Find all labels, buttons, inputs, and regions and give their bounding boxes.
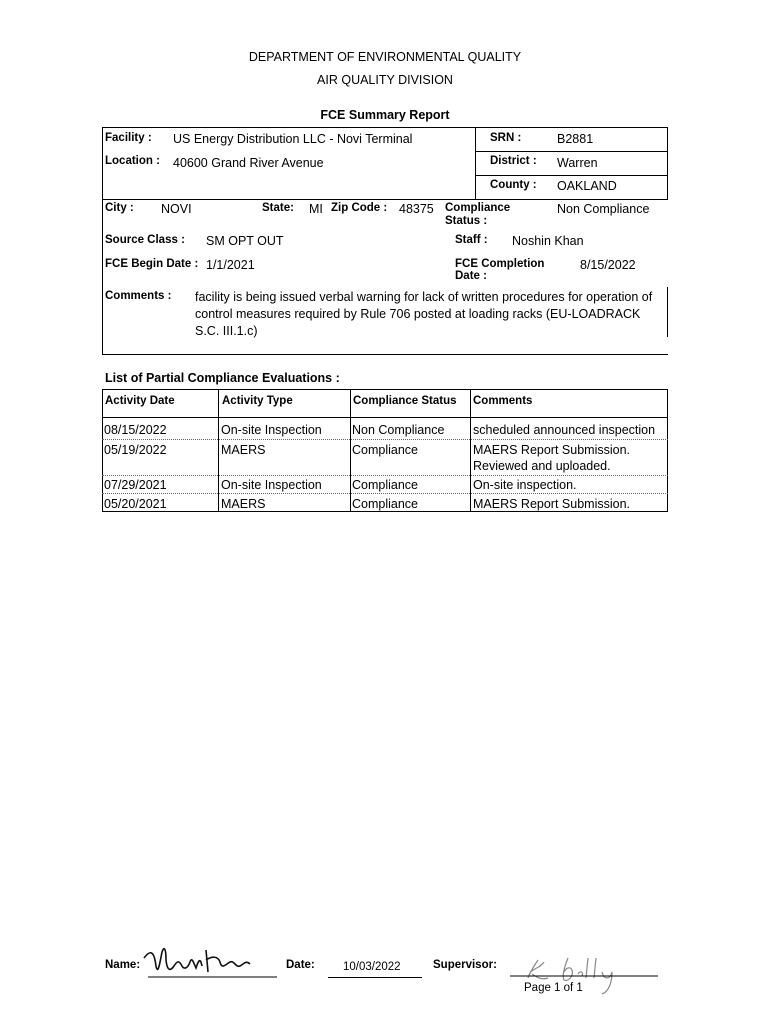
fce-completion-label-line2: Date :	[455, 270, 487, 282]
city-label: City :	[105, 202, 134, 214]
supervisor-label: Supervisor:	[433, 959, 497, 971]
activity-date-cell: 08/15/2022	[104, 423, 167, 437]
fce-completion-value: 8/15/2022	[580, 258, 636, 272]
location-value: 40600 Grand River Avenue	[173, 156, 324, 170]
state-label: State:	[262, 202, 294, 214]
srn-value: B2881	[557, 132, 594, 146]
column-header-activity-date: Activity Date	[105, 395, 175, 407]
comments-cell: MAERS Report Submission.	[473, 497, 631, 511]
column-header-comments: Comments	[473, 395, 533, 407]
activity-type-cell: MAERS	[221, 443, 266, 457]
county-value: OAKLAND	[557, 179, 617, 193]
name-label: Name:	[105, 959, 141, 971]
compliance-status-cell: Non Compliance	[352, 423, 445, 437]
srn-label: SRN :	[490, 132, 522, 144]
fce-begin-value: 1/1/2021	[206, 258, 255, 272]
activity-date-cell: 07/29/2021	[104, 478, 167, 492]
activity-date-cell: 05/19/2022	[104, 443, 167, 457]
date-value: 10/03/2022	[343, 961, 401, 973]
column-header-compliance-status: Compliance Status	[353, 395, 457, 407]
zip-value: 48375	[399, 202, 434, 216]
comments-value: facility is being issued verbal warning for lack of written procedures for operation of control measures required by Rule 706 posted at loading racks (EU-LOADRACK S.C. III.1.c)	[195, 290, 653, 338]
zip-label: Zip Code :	[331, 202, 388, 214]
activity-date-cell: 05/20/2021	[104, 497, 167, 511]
column-header-activity-type: Activity Type	[222, 395, 293, 407]
comments-cell: scheduled announced inspection	[473, 423, 656, 437]
county-label: County :	[490, 179, 537, 191]
activity-type-cell: On-site Inspection	[221, 423, 322, 437]
district-value: Warren	[557, 156, 598, 170]
staff-value: Noshin Khan	[512, 234, 584, 248]
facility-value: US Energy Distribution LLC - Novi Terminal	[173, 132, 413, 146]
compliance-status-label-line1: Compliance	[445, 202, 511, 214]
comments-cell: MAERS Report Submission. Reviewed and uploaded.	[473, 443, 631, 473]
division-title: AIR QUALITY DIVISION	[317, 73, 453, 87]
location-label: Location :	[105, 155, 160, 167]
facility-label: Facility :	[105, 132, 152, 144]
compliance-status-cell: Compliance	[352, 497, 419, 511]
department-title: DEPARTMENT OF ENVIRONMENTAL QUALITY	[248, 50, 522, 64]
comments-cell: On-site inspection.	[473, 478, 577, 492]
activity-type-cell: On-site Inspection	[221, 478, 322, 492]
activity-type-cell: MAERS	[221, 497, 266, 511]
compliance-status-cell: Compliance	[352, 478, 419, 492]
state-value: MI	[309, 202, 323, 216]
source-class-value: SM OPT OUT	[206, 234, 284, 248]
page-number: Page 1 of 1	[524, 982, 583, 994]
staff-label: Staff :	[455, 234, 488, 246]
fce-begin-label: FCE Begin Date :	[105, 258, 199, 270]
compliance-status-value: Non Compliance	[557, 202, 650, 216]
source-class-label: Source Class :	[105, 234, 185, 246]
fce-completion-label-line1: FCE Completion	[455, 258, 545, 270]
comments-label: Comments :	[105, 290, 172, 302]
pce-title: List of Partial Compliance Evaluations :	[105, 371, 340, 385]
city-value: NOVI	[161, 202, 192, 216]
report-title: FCE Summary Report	[320, 108, 450, 122]
date-label: Date:	[286, 959, 315, 971]
name-signature	[140, 942, 280, 982]
compliance-status-cell: Compliance	[352, 443, 419, 457]
district-label: District :	[490, 155, 537, 167]
compliance-status-label-line2: Status :	[445, 215, 488, 227]
